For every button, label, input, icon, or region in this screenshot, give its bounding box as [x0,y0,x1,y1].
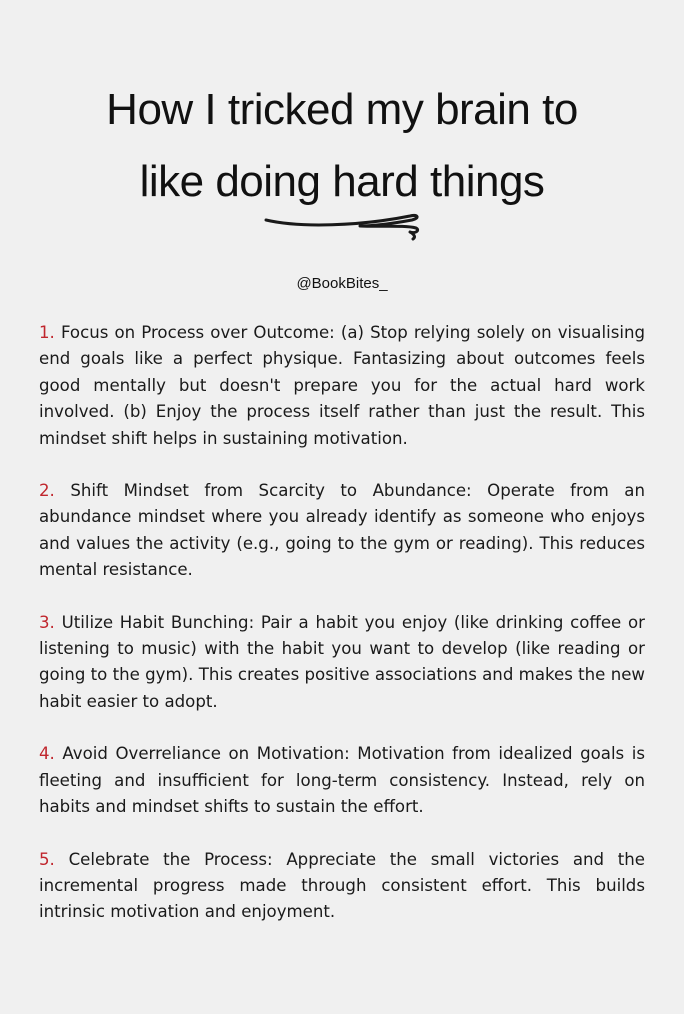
item-number: 4. [39,744,55,764]
list-item [39,610,645,716]
list-item [39,847,645,926]
item-text: Avoid Overreliance on Motivation: Motivation from idealized goals is fleeting and insufficient for long-term consistency. Instead, rely on habits and mindset shifts to sustain the effort. [39,744,646,817]
item-text: Utilize Habit Bunching: Pair a habit you enjoy (like drinking coffee or listening to music) with the habit you want to develop (like reading or going to the gym). This creates positive associations and makes the new habit easier to adopt. [39,612,646,711]
item-number: 5. [39,849,55,869]
item-number: 1. [39,323,55,342]
item-number: 3. [39,612,55,632]
page-title-line-2: like doing hard things [139,157,545,206]
decorative-swoosh-underline [260,206,424,242]
page-title-line-1: How I tricked my brain to [106,85,578,134]
list-item [39,741,645,820]
item-number: 2. [39,481,55,501]
item-text: Shift Mindset from Scarcity to Abundance: Operate from an abundance mindset where you already identify as someone who enjoys and values the activity (e.g., going to the gym or reading). This reduces mental resistance. [39,481,645,580]
list-item [39,478,645,584]
item-text: Celebrate the Process: Appreciate the small victories and the incremental progress made through consistent effort. This builds intrinsic motivation and enjoyment. [39,849,645,922]
item-text: Focus on Process over Outcome: (a) Stop relying solely on visualising end goals like a perfect physique. Fantasizing about outcomes feels good mentally but doesn't prepare you for the actual hard work involved. (b) Enjoy the process itself rather than just the result. This mindset shift helps in sustaining motivation. [39,323,646,448]
author-handle: @BookBites_ [296,275,388,292]
tips-list [39,320,645,952]
list-item [39,320,645,452]
